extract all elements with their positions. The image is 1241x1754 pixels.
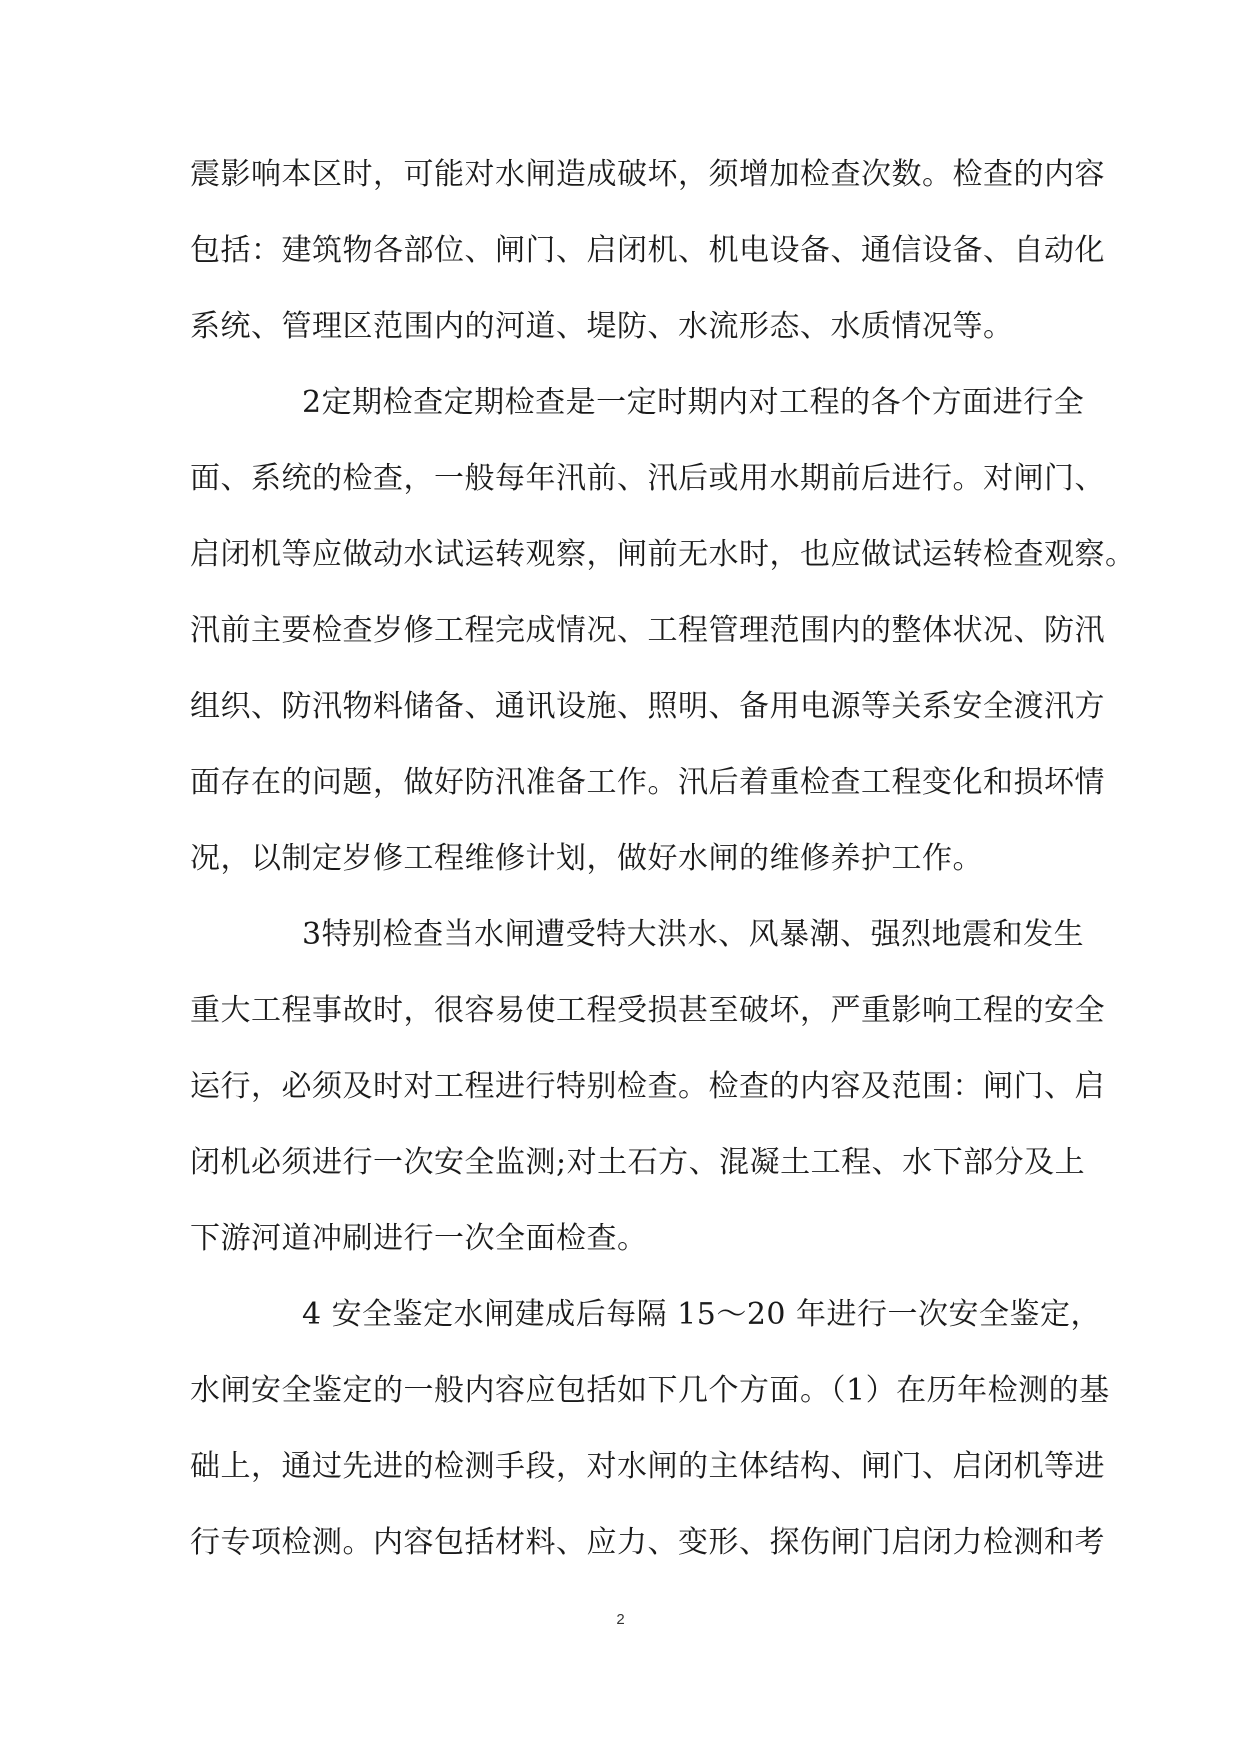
text-line: 包括：建筑物各部位、闸门、启闭机、机电设备、通信设备、自动化 (190, 233, 1105, 268)
text-line: 运行，必须及时对工程进行特别检查。检查的内容及范围：闸门、启 (190, 1069, 1105, 1104)
text-line: 汛前主要检查岁修工程完成情况、工程管理范围内的整体状况、防汛 (190, 613, 1105, 648)
text-line: 震影响本区时，可能对水闸造成破坏，须增加检查次数。检查的内容 (190, 157, 1105, 192)
text-line: 4 安全鉴定水闸建成后每隔 15～20 年进行一次安全鉴定， (302, 1297, 1102, 1332)
text-line: 闭机必须进行一次安全监测;对土石方、混凝土工程、水下部分及上 (190, 1145, 1086, 1180)
text-line: 行专项检测。内容包括材料、应力、变形、探伤闸门启闭力检测和考 (190, 1525, 1105, 1560)
text-line: 面、系统的检查，一般每年汛前、汛后或用水期前后进行。对闸门、 (190, 461, 1105, 496)
paragraph-4 (190, 1283, 1110, 1587)
text-line: 组织、防汛物料储备、通讯设施、照明、备用电源等关系安全渡汛方 (190, 689, 1105, 724)
text-line: 础上，通过先进的检测手段，对水闸的主体结构、闸门、启闭机等进 (190, 1449, 1105, 1484)
text-line: 重大工程事故时，很容易使工程受损甚至破坏，严重影响工程的安全 (190, 993, 1105, 1028)
body-text (190, 143, 1136, 1587)
text-line: 启闭机等应做动水试运转观察，闸前无水时，也应做试运转检查观察。 (190, 537, 1136, 572)
paragraph-3 (190, 903, 1105, 1283)
text-line: 下游河道冲刷进行一次全面检查。 (190, 1221, 648, 1256)
page-number: 2 (616, 1611, 625, 1628)
text-line: 面存在的问题，做好防汛准备工作。汛后着重检查工程变化和损坏情 (190, 765, 1105, 800)
paragraph-2 (190, 371, 1136, 903)
text-line: 水闸安全鉴定的一般内容应包括如下几个方面。（1）在历年检测的基 (190, 1373, 1110, 1408)
text-line: 3特别检查当水闸遭受特大洪水、风暴潮、强烈地震和发生 (302, 917, 1085, 952)
text-line: 系统、管理区范围内的河道、堤防、水流形态、水质情况等。 (190, 309, 1014, 344)
paragraph-1 (190, 143, 1105, 371)
text-line: 况，以制定岁修工程维修计划，做好水闸的维修养护工作。 (190, 841, 983, 876)
text-line: 2定期检查定期检查是一定时期内对工程的各个方面进行全 (302, 385, 1085, 420)
